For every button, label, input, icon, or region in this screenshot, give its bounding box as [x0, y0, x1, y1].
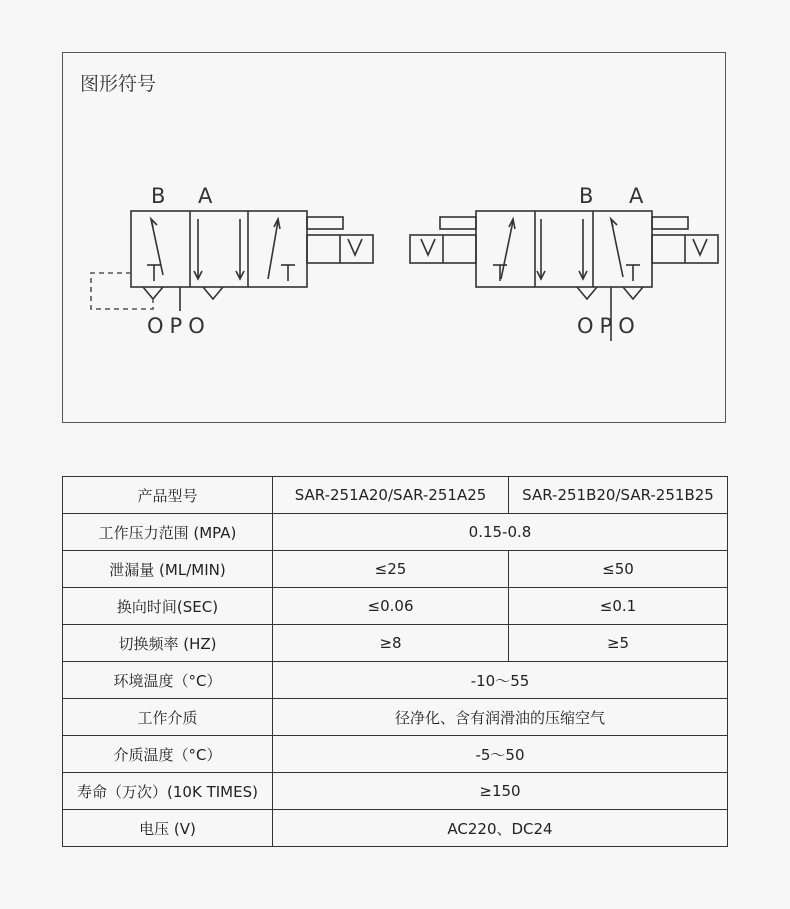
row-label: 环境温度（°C） — [63, 662, 273, 699]
row-label: 工作介质 — [63, 699, 273, 736]
value-shared: AC220、DC24 — [273, 810, 728, 847]
value-series-b: SAR-251B20/SAR-251B25 — [509, 477, 728, 514]
left-port-b: B — [151, 184, 166, 208]
table-row — [63, 588, 728, 625]
value-shared: 0.15-0.8 — [273, 514, 728, 551]
row-label: 寿命（万次）(10K TIMES) — [63, 773, 273, 810]
row-label: 工作压力范围 (MPA) — [63, 514, 273, 551]
right-port-a: A — [629, 184, 644, 208]
row-label: 泄漏量 (ML/MIN) — [63, 551, 273, 588]
table-row — [63, 514, 728, 551]
value-series-b: ≤0.1 — [509, 588, 728, 625]
value-series-a: ≤0.06 — [273, 588, 509, 625]
table-row — [63, 736, 728, 773]
table-row — [63, 773, 728, 810]
row-label: 产品型号 — [63, 477, 273, 514]
table-row — [63, 551, 728, 588]
valve-symbols — [63, 53, 727, 424]
row-label: 介质温度（°C） — [63, 736, 273, 773]
left-port-a: A — [198, 184, 213, 208]
value-shared: -10～55 — [273, 662, 728, 699]
table-row — [63, 810, 728, 847]
value-series-a: ≤25 — [273, 551, 509, 588]
value-shared: 径净化、含有润滑油的压缩空气 — [273, 699, 728, 736]
value-series-b: ≤50 — [509, 551, 728, 588]
table-row — [63, 699, 728, 736]
value-series-a: SAR-251A20/SAR-251A25 — [273, 477, 509, 514]
left-bottom-ports: OPO — [147, 314, 211, 338]
graphic-symbol-panel — [62, 52, 726, 423]
table-row — [63, 477, 728, 514]
value-series-a: ≥8 — [273, 625, 509, 662]
left-valve-symbol — [131, 211, 373, 311]
value-shared: -5～50 — [273, 736, 728, 773]
right-port-b: B — [579, 184, 594, 208]
table-row — [63, 625, 728, 662]
row-label: 切换频率 (HZ) — [63, 625, 273, 662]
value-shared: ≥150 — [273, 773, 728, 810]
right-valve-symbol — [410, 211, 718, 341]
symbol-title: 图形符号 — [80, 73, 157, 95]
right-bottom-ports: OPO — [577, 314, 641, 338]
table-row — [63, 662, 728, 699]
row-label: 电压 (V) — [63, 810, 273, 847]
spec-table — [62, 476, 728, 847]
value-series-b: ≥5 — [509, 625, 728, 662]
row-label: 换向时间(SEC) — [63, 588, 273, 625]
